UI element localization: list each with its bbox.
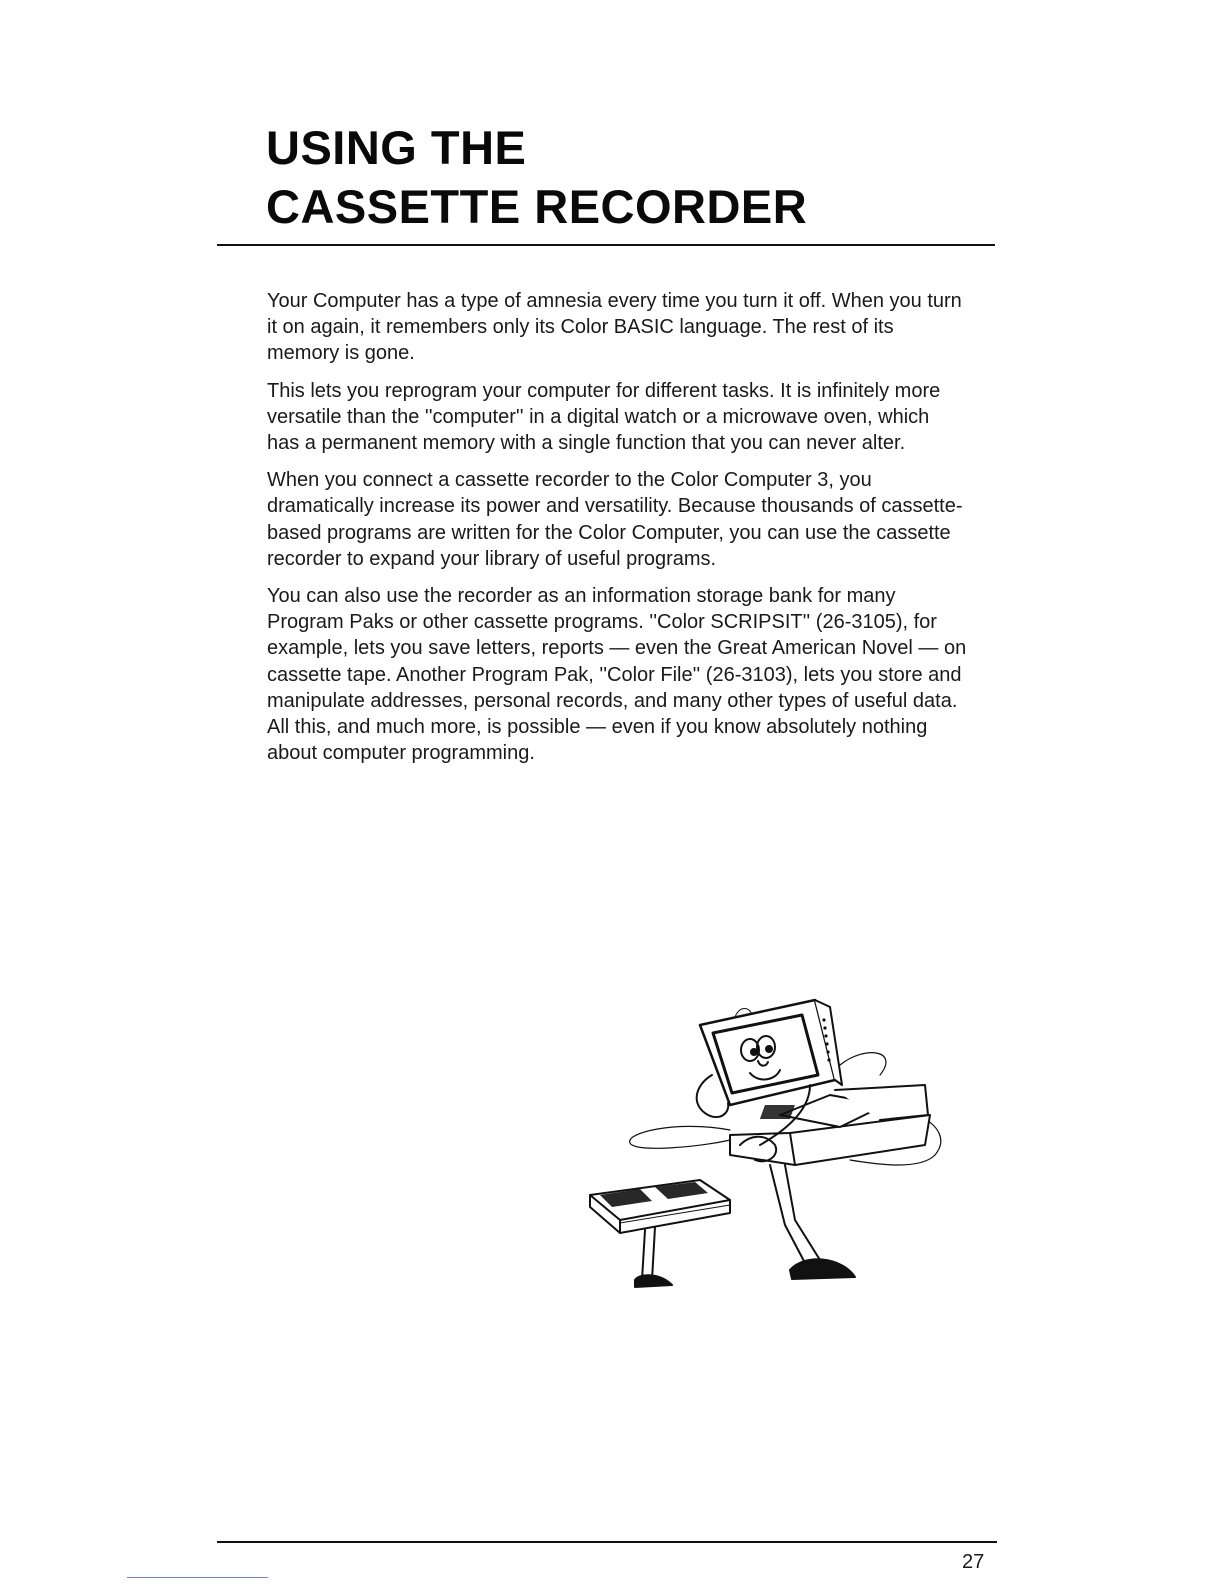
paragraph-3: When you connect a cassette recorder to the Color Computer 3, you dramatically increase its power and versatility. Because thousands of cassette-based programs are written for the Color Computer, you can use the cassette recorder to expand your library of useful programs. [267,469,963,570]
page-title [266,118,807,236]
footer-divider [217,1541,997,1543]
title-divider [217,244,995,246]
title-line-1: USING THE [266,121,527,174]
paragraph-4: You can also use the recorder as an information storage bank for many Program Paks or other cassette programs. ''Color SCRIPSIT'' (26-3105), for example, lets you save letters, reports — even the Great American Novel — on cassette tape. Another Program Pak, ''Color File'' (26-3103), lets you store and manipulate addresses, personal records, and many other types of useful data. All this, and much more, is possible — even if you know absolutely nothing about computer programming. [267,585,967,765]
paragraph-2: This lets you reprogram your computer for different tasks. It is infinitely more versatile than the ''computer'' in a digital watch or a microwave oven, which has a permanent memory with a single function that you can never alter. [267,379,941,455]
paragraph-1: Your Computer has a type of amnesia every time you turn it off. When you turn it on again, it remembers only its Color BASIC language. The rest of its memory is gone. [267,290,962,365]
scan-mark [127,1577,268,1578]
body-text [267,288,967,777]
title-line-2: CASSETTE RECORDER [266,180,808,233]
computer-cartoon-illustration [580,995,950,1300]
page-number: 27 [962,1551,985,1573]
